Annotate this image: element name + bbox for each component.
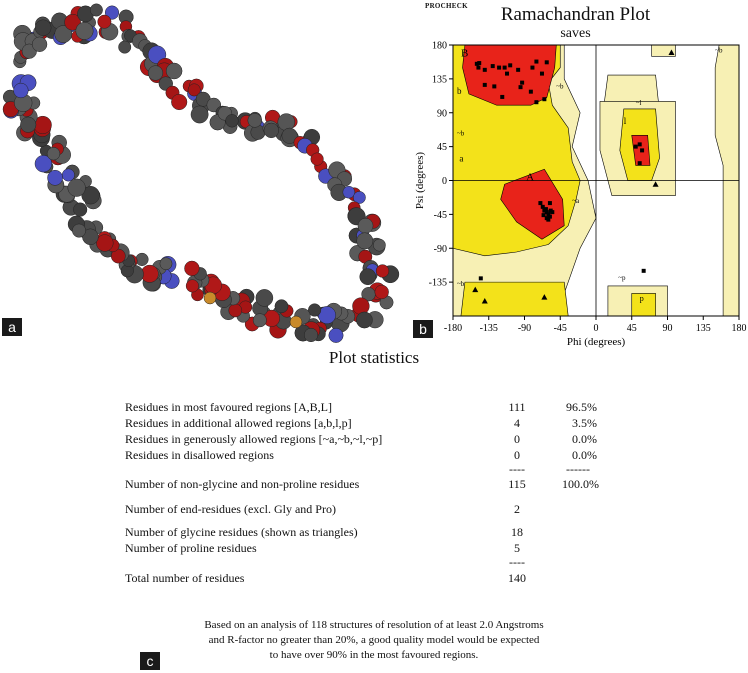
atom-sphere xyxy=(343,186,355,198)
atom-sphere xyxy=(72,224,85,237)
y-tick-label: -135 xyxy=(428,277,447,289)
residue-point xyxy=(505,72,509,76)
atom-sphere xyxy=(98,15,111,28)
residue-point xyxy=(479,276,483,280)
x-tick-label: 90 xyxy=(662,323,673,334)
atom-sphere xyxy=(278,114,295,131)
residue-point xyxy=(492,84,496,88)
residue-point xyxy=(638,161,642,165)
ramachandran-subtitle: saves xyxy=(560,26,591,41)
atom-sphere xyxy=(356,312,372,328)
divider-percent-1: ------ xyxy=(566,462,590,476)
residue-point xyxy=(642,269,646,273)
stat-label-favoured: Residues in most favoured regions [A,B,L] xyxy=(125,400,332,414)
stat-count-favoured: 111 xyxy=(508,400,526,414)
x-tick-label: 135 xyxy=(695,323,711,334)
atom-sphere xyxy=(226,114,239,127)
region-letter-a: a xyxy=(459,153,464,164)
residue-point xyxy=(500,95,504,99)
statistics-title: Plot statistics xyxy=(328,348,420,367)
atom-sphere xyxy=(62,169,74,181)
residue-point xyxy=(491,64,495,68)
stat-label-generous: Residues in generously allowed regions [~a,~b,~l,~p] xyxy=(125,432,383,446)
stat-count-proline: 5 xyxy=(514,541,520,555)
residue-point xyxy=(529,90,533,94)
x-tick-label: -180 xyxy=(443,323,463,334)
ramachandran-title: Ramachandran Plot xyxy=(500,4,651,25)
panel-label-b: b xyxy=(413,320,433,338)
residue-point xyxy=(520,81,524,85)
atom-sphere xyxy=(311,153,324,166)
atom-sphere xyxy=(360,269,376,285)
region-letter-tilde-b-right: ~b xyxy=(715,46,723,55)
atom-sphere xyxy=(171,94,187,110)
residue-point xyxy=(542,213,546,217)
residue-point xyxy=(548,201,552,205)
residue-point xyxy=(638,142,642,146)
atom-sphere xyxy=(166,63,182,79)
residue-point xyxy=(508,63,512,67)
atom-sphere xyxy=(90,4,102,16)
atom-sphere xyxy=(373,239,385,251)
sulfur-atom-sphere xyxy=(204,292,216,304)
stat-label-total: Total number of residues xyxy=(125,571,245,585)
x-tick-label: 180 xyxy=(731,323,747,334)
region-letter-A: A xyxy=(526,171,535,184)
region-letter-b: b xyxy=(456,85,462,96)
atom-sphere xyxy=(186,280,199,293)
atom-sphere xyxy=(148,66,163,81)
atom-sphere xyxy=(14,83,29,98)
divider-count-1: ---- xyxy=(509,462,525,476)
stat-count-glycine: 18 xyxy=(511,525,523,539)
stat-label-disallowed: Residues in disallowed regions xyxy=(125,448,274,462)
atom-sphere xyxy=(96,235,113,252)
atom-sphere xyxy=(375,285,389,299)
residue-point xyxy=(634,145,638,149)
molecular-model-panel xyxy=(0,0,420,338)
atom-sphere xyxy=(248,113,262,127)
atom-sphere xyxy=(73,203,87,217)
stat-percent-generous: 0.0% xyxy=(572,432,597,446)
x-axis-label: Phi (degrees) xyxy=(566,336,626,348)
stat-percent-non-gly-pro: 100.0% xyxy=(562,477,599,491)
residue-point xyxy=(534,100,538,104)
region-letter-tilde-b: ~b xyxy=(556,82,564,91)
stat-percent-favoured: 96.5% xyxy=(566,400,597,414)
atom-sphere xyxy=(353,298,370,315)
atom-sphere xyxy=(47,147,60,160)
stat-count-end-residues: 2 xyxy=(514,502,520,516)
region-letter-tilde-p: ~p xyxy=(618,273,626,282)
atom-sphere xyxy=(185,261,200,276)
stat-label-additional: Residues in additional allowed regions [a,b,l,p] xyxy=(125,416,352,430)
stat-percent-additional: 3.5% xyxy=(572,416,597,430)
residue-point xyxy=(516,68,520,72)
divider-count-2: ---- xyxy=(509,555,525,569)
region-letter-tilde-l: ~l xyxy=(635,99,642,108)
procheck-header: PROCHECK xyxy=(425,2,468,10)
region-letter-tilde-b-mid: ~b xyxy=(456,129,465,138)
residue-point xyxy=(534,60,538,64)
stat-label-end-residues: Number of end-residues (excl. Gly and Pro) xyxy=(125,502,336,516)
note-line-2: and R-factor no greater than 20%, a good quality model would be expected xyxy=(208,634,540,646)
y-tick-label: 135 xyxy=(432,74,447,86)
stat-count-non-gly-pro: 115 xyxy=(508,477,526,491)
y-tick-label: 90 xyxy=(437,108,447,120)
atom-sphere xyxy=(32,37,47,52)
x-tick-label: -90 xyxy=(517,323,532,334)
atom-sphere xyxy=(68,179,86,197)
residue-point xyxy=(546,218,550,222)
x-tick-label: 0 xyxy=(593,323,599,334)
atom-sphere xyxy=(329,328,343,342)
ramachandran-chart xyxy=(403,0,748,348)
y-tick-label: -45 xyxy=(433,209,447,221)
atom-sphere xyxy=(191,106,208,123)
note-line-1: Based on an analysis of 118 structures of resolution of at least 2.0 Angstroms xyxy=(204,619,544,631)
x-tick-label: -135 xyxy=(479,323,498,334)
panel-label-c: c xyxy=(140,652,160,670)
y-tick-label: -90 xyxy=(433,243,447,255)
atom-sphere xyxy=(229,304,242,317)
stat-label-non-gly-pro: Number of non-glycine and non-proline residues xyxy=(125,477,360,491)
residue-point xyxy=(483,68,487,72)
residue-point xyxy=(476,66,480,70)
residue-point xyxy=(477,61,481,65)
residue-point xyxy=(530,66,534,70)
residue-point xyxy=(640,148,644,152)
stat-label-proline: Number of proline residues xyxy=(125,541,257,555)
panel-label-a: a xyxy=(2,318,22,336)
note-line-3: to have over 90% in the most favoured regions. xyxy=(269,649,479,661)
stat-percent-disallowed: 0.0% xyxy=(572,448,597,462)
atom-sphere xyxy=(160,258,172,270)
region-letter-tilde-a: ~a xyxy=(572,197,580,206)
y-tick-label: 45 xyxy=(437,142,447,154)
atom-sphere xyxy=(357,233,373,249)
atom-sphere xyxy=(275,300,288,313)
stat-count-total: 140 xyxy=(508,571,526,585)
y-axis-label: Psi (degrees) xyxy=(414,151,426,210)
residue-point xyxy=(483,83,487,87)
residue-point xyxy=(538,201,542,205)
atom-sphere xyxy=(35,20,51,36)
residue-point xyxy=(497,66,501,70)
residue-point xyxy=(540,72,544,76)
stat-label-glycine: Number of glycine residues (shown as triangles) xyxy=(125,525,358,539)
y-tick-label: 0 xyxy=(442,176,447,187)
residue-point xyxy=(542,97,546,101)
stat-count-generous: 0 xyxy=(514,432,520,446)
residue-point xyxy=(503,66,507,70)
y-tick-label: 180 xyxy=(432,40,447,52)
region-letter-l: l xyxy=(623,116,627,127)
atom-sphere xyxy=(76,22,93,39)
atom-sphere xyxy=(304,328,318,342)
residue-point xyxy=(519,85,523,89)
atom-sphere xyxy=(136,253,149,266)
atom-sphere xyxy=(264,123,279,138)
protein-space-filling-model xyxy=(0,0,420,338)
stat-count-disallowed: 0 xyxy=(514,448,520,462)
region-letter-tilde-b-bottom: ~b xyxy=(456,279,465,288)
x-tick-label: -45 xyxy=(553,323,567,334)
atom-sphere xyxy=(253,314,266,327)
sulfur-atom-sphere xyxy=(290,316,302,328)
atom-sphere xyxy=(376,265,389,278)
atom-sphere xyxy=(20,117,36,133)
atom-sphere xyxy=(358,218,373,233)
plot-statistics-panel xyxy=(0,348,748,673)
atom-sphere xyxy=(119,41,131,53)
x-tick-label: 45 xyxy=(626,323,637,334)
region-letter-p: p xyxy=(639,293,644,303)
atom-sphere xyxy=(256,289,273,306)
region-allowed-bottom xyxy=(461,282,568,316)
residue-point xyxy=(545,60,549,64)
stat-count-additional: 4 xyxy=(514,416,520,430)
residue-point xyxy=(550,210,554,214)
region-letter-B: B xyxy=(460,47,469,60)
ramachandran-panel xyxy=(403,0,748,348)
